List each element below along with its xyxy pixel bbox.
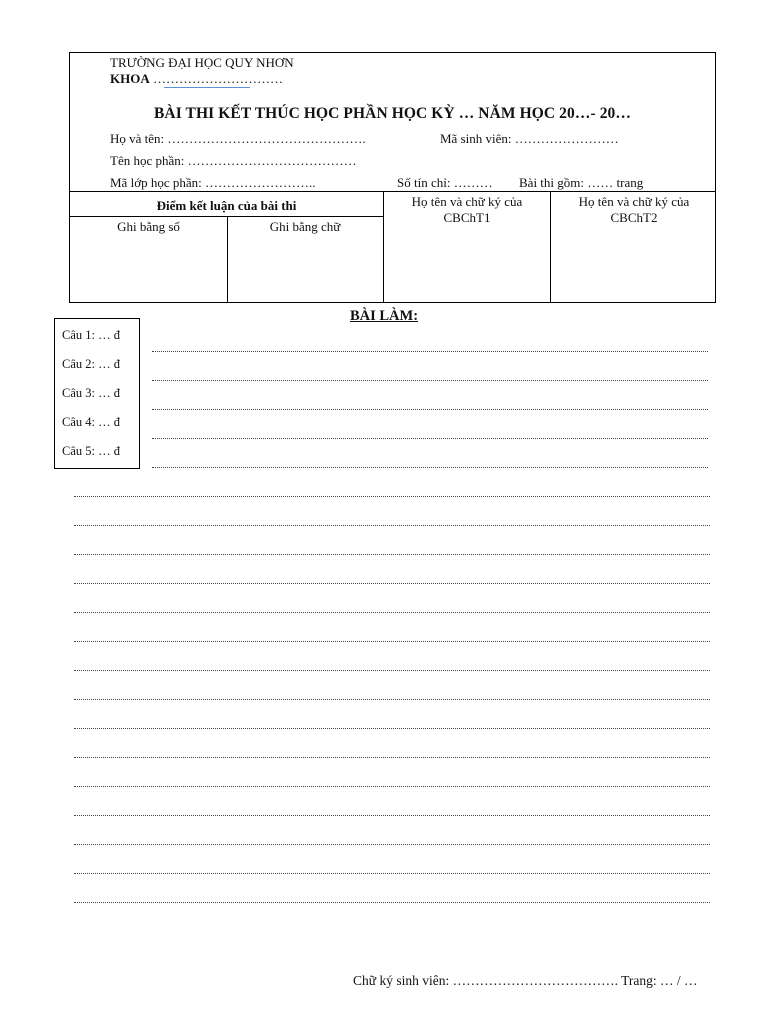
answer-line <box>74 496 710 497</box>
faculty-underline <box>164 87 250 88</box>
faculty-label: KHOA <box>110 71 150 86</box>
answer-line <box>74 757 710 758</box>
answer-line <box>152 467 708 468</box>
answer-line <box>74 873 710 874</box>
exam-title: BÀI THI KẾT THÚC HỌC PHẦN HỌC KỲ … NĂM HỌC 20…- 20… <box>153 105 632 122</box>
grading-top-divider <box>70 191 715 192</box>
answer-line <box>74 728 710 729</box>
answer-line <box>74 525 710 526</box>
answer-line <box>152 380 708 381</box>
answer-line <box>74 815 710 816</box>
answer-line <box>152 409 708 410</box>
grading-col-divider-2 <box>383 191 384 302</box>
answer-line <box>74 583 710 584</box>
exam-header-box <box>69 52 716 303</box>
course-name-field: Tên học phần: ………………………………… <box>110 153 357 168</box>
class-code-field: Mã lớp học phần: …………………….. <box>110 175 316 190</box>
grade-by-words-label: Ghi bằng chữ <box>269 219 341 234</box>
question-score-box <box>54 318 140 469</box>
examiner1-signature-label: Họ tên và chữ ký của CBChT1 <box>411 194 523 225</box>
question-score-4: Câu 4: … đ <box>62 415 120 429</box>
question-score-1: Câu 1: … đ <box>62 328 120 342</box>
answer-title-text: BÀI LÀM: <box>349 308 419 324</box>
answer-line <box>74 612 710 613</box>
faculty-value: ………………………… <box>152 71 283 86</box>
student-name-field: Họ và tên: ………………………………………. <box>110 131 366 146</box>
credits-field: Số tín chỉ: ……… <box>397 175 493 190</box>
grade-by-number-label: Ghi bằng số <box>117 219 180 234</box>
answer-line <box>152 438 708 439</box>
answer-line <box>74 902 710 903</box>
footer-signature-page: Chữ ký sinh viên: ………………………………. Trang: … / … <box>353 973 698 988</box>
question-score-2: Câu 2: … đ <box>62 357 120 371</box>
page-count-field: Bài thi gồm: …… trang <box>519 175 644 190</box>
answer-line <box>152 351 708 352</box>
answer-line <box>74 699 710 700</box>
faculty-line <box>110 71 283 87</box>
question-score-5: Câu 5: … đ <box>62 444 120 458</box>
school-name: TRƯỜNG ĐẠI HỌC QUY NHƠN <box>110 55 294 70</box>
question-score-3: Câu 3: … đ <box>62 386 120 400</box>
answer-line <box>74 844 710 845</box>
grading-col-divider-3 <box>550 191 551 302</box>
answer-line <box>74 670 710 671</box>
answer-line <box>74 786 710 787</box>
grading-title: Điểm kết luận của bài thi <box>156 198 297 213</box>
answer-line <box>74 554 710 555</box>
examiner2-signature-label: Họ tên và chữ ký của CBChT2 <box>578 194 690 225</box>
student-id-field: Mã sinh viên: …………………… <box>440 131 619 146</box>
answer-line <box>74 641 710 642</box>
